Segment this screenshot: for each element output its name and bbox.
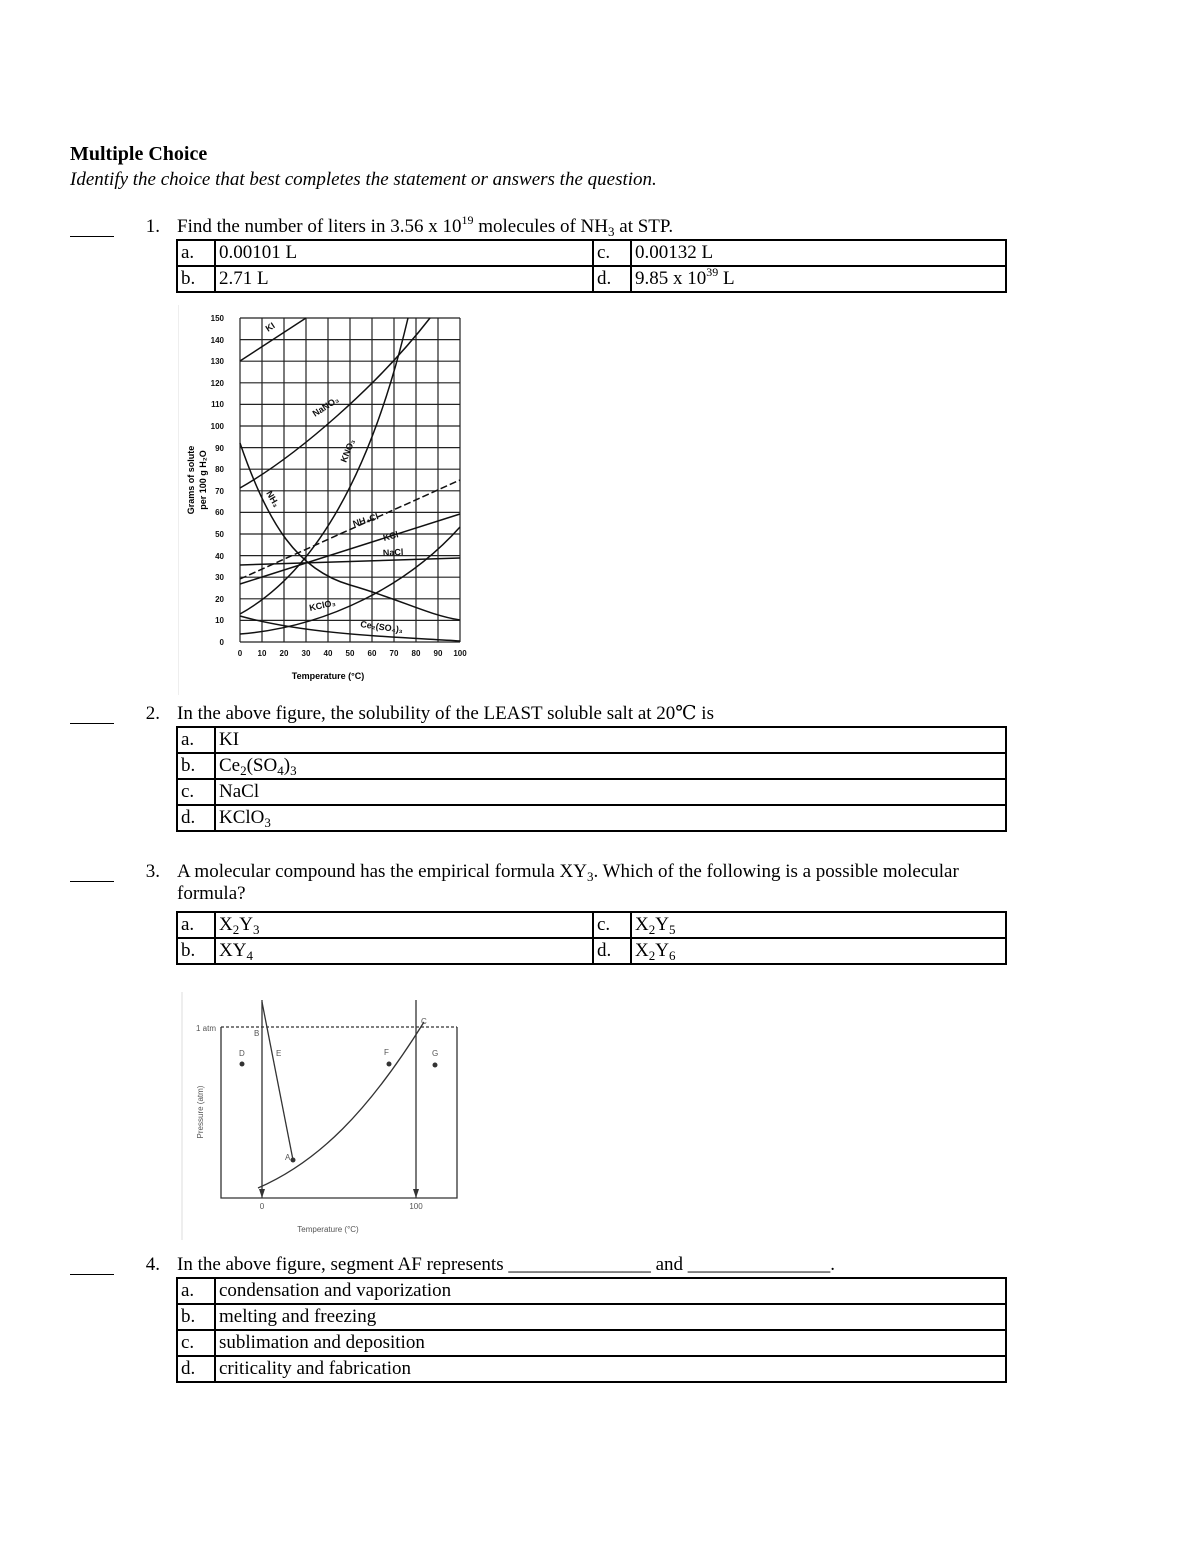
choice-label-2d: d.	[177, 805, 215, 831]
section-instructions: Identify the choice that best completes the statement or answers the question.	[70, 169, 657, 190]
choice-3c[interactable]: $X_2Y_5$	[631, 912, 1006, 938]
y-tick-label: 150	[210, 314, 224, 323]
choice-2b[interactable]: $Ce_2(SO_4)_3$	[215, 753, 1006, 779]
choice-label-4b: b.	[177, 1304, 215, 1330]
choice-label-1c: c.	[593, 240, 631, 266]
question-number-2: 2.	[145, 703, 160, 724]
choice-label-1d: d.	[593, 266, 631, 292]
curve-label-kcl: KCl	[381, 529, 400, 543]
choice-4a[interactable]: condensation and vaporization	[215, 1278, 1006, 1304]
y-tick-label: 50	[215, 530, 224, 539]
question-text-1: Find the number of liters in 3.56 x $10^{19}$ molecules of $NH_3$ at STP.	[177, 213, 674, 239]
question-number-1: 1.	[145, 216, 160, 237]
x-tick-label: 10	[257, 649, 267, 658]
y-tick-label: 90	[215, 444, 224, 453]
point-c-label: C	[421, 1017, 427, 1026]
section-title: Multiple Choice	[70, 143, 208, 165]
choice-label-1b: b.	[177, 266, 215, 292]
point-e-label: E	[276, 1049, 282, 1058]
segment-be	[262, 1002, 293, 1160]
choice-1b[interactable]: 2.71 L	[215, 266, 593, 292]
y-tick-label: 80	[215, 465, 224, 474]
choice-4b[interactable]: melting and freezing	[215, 1304, 1006, 1330]
choice-4c[interactable]: sublimation and deposition	[215, 1330, 1006, 1356]
choice-label-3d: d.	[593, 938, 631, 964]
phase-x-axis-label: Temperature (°C)	[297, 1225, 359, 1234]
x-tick-label: 70	[389, 649, 399, 658]
choice-label-3c: c.	[593, 912, 631, 938]
answer-blank-2[interactable]	[70, 723, 114, 724]
choices-table-3	[176, 911, 1007, 965]
point-a-marker	[291, 1158, 296, 1163]
y-tick-label: 100	[210, 422, 224, 431]
question-text-3: A molecular compound has the empirical formula $XY_3$. Which of the following is a possible molecular formula?	[177, 861, 959, 904]
choice-label-2c: c.	[177, 779, 215, 805]
question-text-4: In the above figure, segment AF represents _______________ and _______________.	[177, 1254, 836, 1275]
question-number-4: 4.	[145, 1254, 160, 1275]
answer-blank-1[interactable]	[70, 236, 114, 237]
choices-table-2	[176, 726, 1007, 832]
choice-label-4c: c.	[177, 1330, 215, 1356]
choice-1c[interactable]: 0.00132 L	[631, 240, 1006, 266]
x-tick-label: 0	[237, 649, 243, 658]
curve-label-ki: KI	[263, 320, 277, 334]
curve-label-ce2so43: Ce₂(SO₄)₃	[359, 619, 404, 635]
curve-label-nh3: NH₃	[264, 489, 282, 509]
point-g-label: G	[432, 1049, 439, 1058]
point-d-label: D	[239, 1049, 245, 1058]
x-tick-label: 90	[433, 649, 443, 658]
solubility-grid	[240, 318, 460, 642]
x-tick-label: 60	[367, 649, 377, 658]
x-tick-label: 30	[301, 649, 311, 658]
choices-table-4	[176, 1277, 1007, 1383]
choice-label-3b: b.	[177, 938, 215, 964]
y-tick-label: 130	[210, 357, 224, 366]
phase-y-axis-label: Pressure (atm)	[196, 1085, 205, 1139]
y-tick-label: 60	[215, 508, 224, 517]
question-number-3: 3.	[145, 861, 160, 882]
y-axis-label-line1: Grams of solute	[186, 445, 196, 515]
point-g-marker	[433, 1063, 438, 1068]
point-a-label: A	[285, 1153, 291, 1162]
phase-diagram-figure	[178, 992, 468, 1242]
choices-table-1	[176, 239, 1007, 293]
y-tick-label: 140	[210, 336, 224, 345]
choice-label-4d: d.	[177, 1356, 215, 1382]
choice-label-3a: a.	[177, 912, 215, 938]
y-tick-label: 10	[215, 616, 224, 625]
point-d-marker	[240, 1062, 245, 1067]
x-tick-label: 50	[345, 649, 355, 658]
choice-2a[interactable]: KI	[215, 727, 1006, 753]
curve-kno3	[240, 318, 408, 614]
one-atm-label: 1 atm	[196, 1024, 217, 1033]
choice-3b[interactable]: $XY_4$	[215, 938, 593, 964]
phase-x-tick-100: 100	[409, 1202, 423, 1211]
answer-blank-4[interactable]	[70, 1274, 114, 1275]
point-f-label: F	[384, 1048, 389, 1057]
x-tick-label: 40	[323, 649, 333, 658]
solubility-curve-figure	[178, 305, 478, 695]
curve-label-kclo3: KClO₃	[308, 597, 337, 613]
y-tick-label: 0	[219, 638, 224, 647]
y-tick-label: 30	[215, 573, 224, 582]
x-tick-label: 80	[411, 649, 421, 658]
choice-1d[interactable]: 9.85 x $10^{39}$ L	[631, 266, 1006, 292]
choice-3a[interactable]: $X_2Y_3$	[215, 912, 593, 938]
question-text-2: In the above figure, the solubility of the LEAST soluble salt at 20℃ is	[177, 703, 714, 724]
choice-3d[interactable]: $X_2Y_6$	[631, 938, 1006, 964]
x-tick-label: 20	[279, 649, 289, 658]
phase-x-tick-0: 0	[259, 1202, 265, 1211]
choice-2d[interactable]: KClO$_3$	[215, 805, 1006, 831]
choice-1a[interactable]: 0.00101 L	[215, 240, 593, 266]
curve-ac	[258, 1022, 424, 1188]
curve-label-nh4cl: NH₄Cl	[351, 511, 380, 529]
y-tick-label: 70	[215, 487, 224, 496]
choice-2c[interactable]: NaCl	[215, 779, 1006, 805]
point-f-marker	[387, 1062, 392, 1067]
y-tick-label: 40	[215, 552, 224, 561]
point-b-label: B	[254, 1029, 260, 1038]
choice-label-2b: b.	[177, 753, 215, 779]
y-tick-label: 20	[215, 595, 224, 604]
y-tick-label: 120	[210, 379, 224, 388]
y-tick-label: 110	[211, 400, 224, 409]
answer-blank-3[interactable]	[70, 881, 114, 882]
curve-label-nacl: NaCl	[382, 546, 404, 558]
curve-label-kno3: KNO₃	[338, 437, 357, 464]
x-tick-label: 100	[453, 649, 467, 658]
y-axis-label-line2: per 100 g H₂O	[198, 450, 208, 510]
choice-label-1a: a.	[177, 240, 215, 266]
choice-label-2a: a.	[177, 727, 215, 753]
x-axis-label: Temperature (°C)	[291, 671, 365, 681]
choice-label-4a: a.	[177, 1278, 215, 1304]
diagram-frame	[221, 1027, 457, 1198]
choice-4d[interactable]: criticality and fabrication	[215, 1356, 1006, 1382]
curve-label-nano3: NaNO₃	[310, 394, 341, 419]
